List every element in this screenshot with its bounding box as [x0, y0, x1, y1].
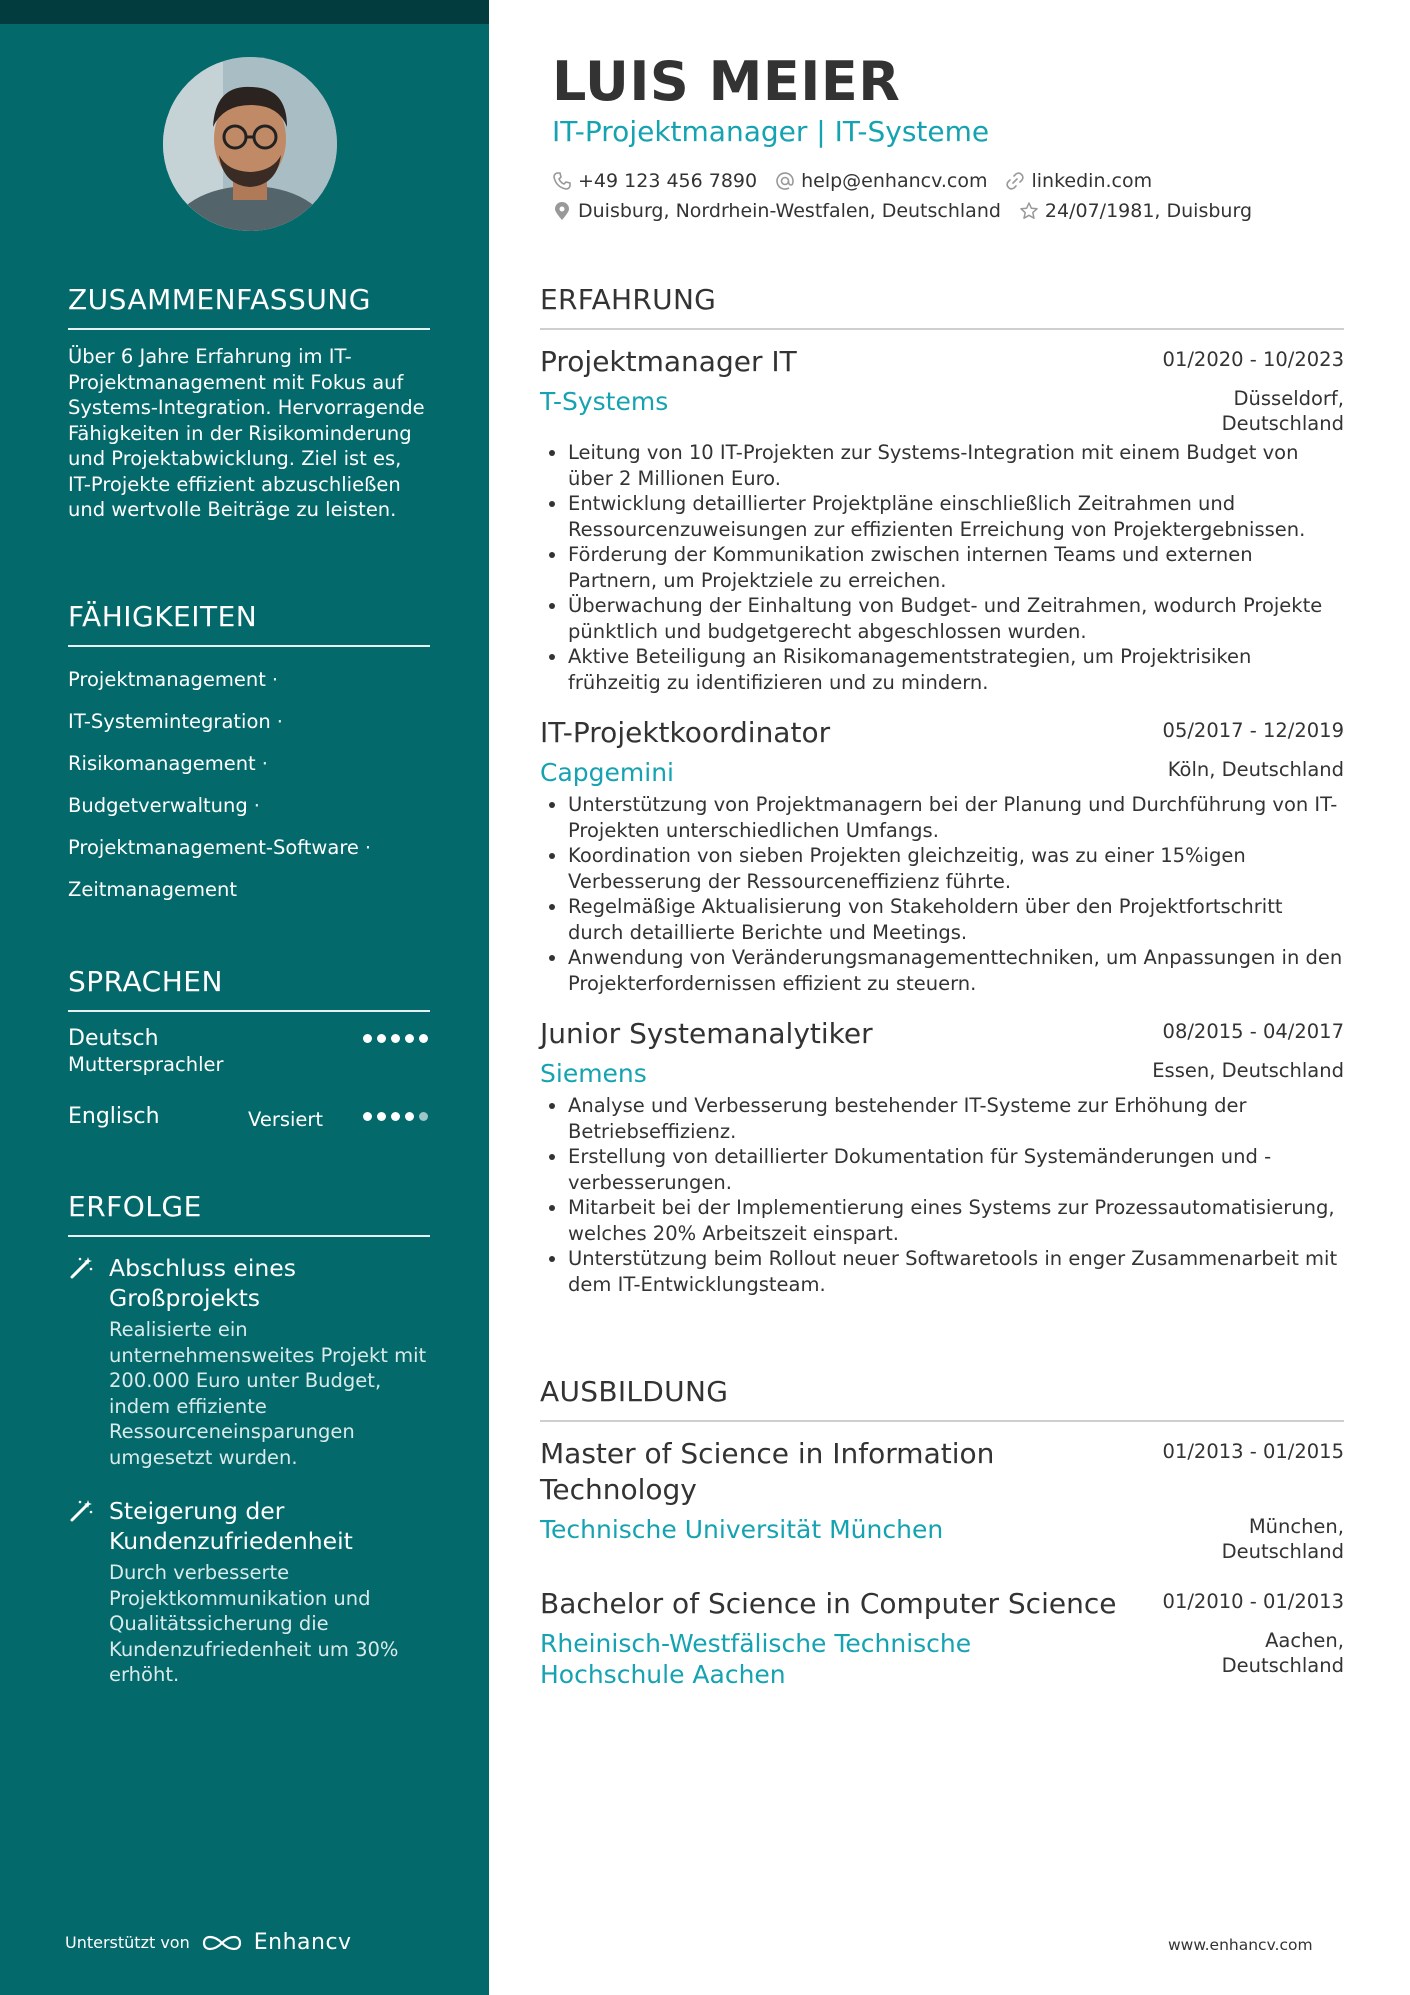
job-dates: 08/2015 - 04/2017: [1162, 1020, 1344, 1043]
rating-dot-empty: [419, 1112, 428, 1121]
job-bullet: • Aktive Beteiligung an Risikomanagementstrategien, um Projektrisiken frühzeitig zu identifizieren und zu mindern.: [568, 644, 1344, 695]
job-title: Junior Systemanalytiker: [540, 1017, 873, 1050]
rating-dot-filled: [377, 1034, 386, 1043]
contact-phone: +49 123 456 7890: [552, 170, 757, 192]
language-item: [68, 1104, 430, 1144]
magic-wand-icon: [68, 1498, 94, 1524]
language-level: Versiert: [248, 1108, 324, 1131]
skill-item: Budgetverwaltung ·: [68, 794, 260, 817]
job-bullets: [540, 1093, 1344, 1297]
job-bullet: • Unterstützung beim Rollout neuer Softwaretools in enger Zusammenarbeit mit dem IT-Entwicklungsteam.: [568, 1246, 1344, 1297]
sidebar: [0, 0, 489, 1995]
rating-dot-filled: [405, 1034, 414, 1043]
rating-dot-filled: [405, 1112, 414, 1121]
sidebar-top-bar: [0, 0, 489, 24]
star-icon: [1019, 201, 1039, 221]
rating-dot-filled: [363, 1112, 372, 1121]
job-title: Projektmanager IT: [540, 345, 797, 378]
link-icon: [1005, 171, 1025, 191]
powered-by: [65, 1930, 352, 1955]
contact-row: [552, 200, 1252, 222]
job-bullet: • Förderung der Kommunikation zwischen internen Teams und externen Partnern, um Projektziele zu erreichen.: [568, 542, 1344, 593]
job-entry: [540, 1016, 1344, 1297]
job-bullet: • Koordination von sieben Projekten gleichzeitig, was zu einer 15%igen Verbesserung der Ressourceneffizienz führte.: [568, 843, 1344, 894]
education-dates: 01/2010 - 01/2013: [1162, 1590, 1344, 1613]
company-name: Capgemini: [540, 758, 674, 787]
contact-location: Duisburg, Nordrhein-Westfalen, Deutschland: [552, 200, 1001, 222]
achievement-title: Steigerung der Kundenzufriedenheit: [109, 1497, 353, 1555]
avatar: [163, 57, 337, 231]
achievement-description: Realisierte ein unternehmensweites Projekt mit 200.000 Euro unter Budget, indem effiziente Ressourceneinsparungen umgesetzt wurden.: [109, 1318, 427, 1469]
job-entry: [540, 715, 1344, 996]
experience-section: [540, 283, 1344, 1297]
language-name: Englisch: [68, 1104, 160, 1129]
achievement-title: Abschluss eines Großprojekts: [109, 1254, 297, 1312]
job-location: Köln, Deutschland: [1167, 758, 1344, 781]
language-item: [68, 1026, 430, 1086]
avatar-image: [163, 57, 337, 231]
contact-row: [552, 170, 1152, 192]
job-bullet: • Leitung von 10 IT-Projekten zur Systems-Integration mit einem Budget von über 2 Millionen Euro.: [568, 440, 1344, 491]
rating-dot-filled: [391, 1112, 400, 1121]
summary-heading: ZUSAMMENFASSUNG: [68, 283, 430, 330]
job-bullet: • Regelmäßige Aktualisierung von Stakeholdern über den Projektfortschritt durch detaillierte Berichte und Meetings.: [568, 894, 1344, 945]
education-entry: [540, 1436, 1344, 1564]
job-bullet: • Überwachung der Einhaltung von Budget- und Zeitrahmen, wodurch Projekte pünktlich und budgetgerecht abgeschlossen wurden.: [568, 593, 1344, 644]
degree-title: Bachelor of Science in Computer Science: [540, 1587, 1117, 1620]
powered-by-label: Unterstützt von: [65, 1933, 190, 1952]
candidate-role: IT-Projektmanager | IT-Systeme: [552, 115, 990, 148]
languages-section: [68, 965, 430, 1144]
education-section: [540, 1375, 1344, 1690]
company-name: T-Systems: [540, 387, 669, 416]
job-location: Essen, Deutschland: [1152, 1059, 1344, 1082]
rating-dot-filled: [391, 1034, 400, 1043]
job-title: IT-Projektkoordinator: [540, 716, 831, 749]
skill-item: IT-Systemintegration ·: [68, 710, 283, 733]
degree-title: Master of Science in Information Technology: [540, 1437, 995, 1506]
footer-url[interactable]: www.enhancv.com: [1168, 1936, 1313, 1954]
contact-email[interactable]: help@enhancv.com: [775, 170, 987, 192]
education-dates: 01/2013 - 01/2015: [1162, 1440, 1344, 1463]
skill-item: Projektmanagement-Software ·: [68, 836, 372, 859]
languages-heading: SPRACHEN: [68, 965, 430, 1012]
rating-dot-filled: [377, 1112, 386, 1121]
summary-text: Über 6 Jahre Erfahrung im IT-Projektmanagement mit Fokus auf Systems-Integration. Hervorragende Fähigkeiten in der Risikominderung und Projektabwicklung. Ziel ist es, IT-Projekte effizient abzuschließen und wertvolle Beiträge zu leisten.: [68, 345, 425, 521]
company-name: Siemens: [540, 1059, 647, 1088]
achievements-section: [68, 1190, 430, 1688]
education-heading: AUSBILDUNG: [540, 1375, 1344, 1422]
job-bullet: • Mitarbeit bei der Implementierung eines Systems zur Prozessautomatisierung, welches 20% Arbeitszeit einspart.: [568, 1195, 1344, 1246]
job-bullet: • Analyse und Verbesserung bestehender IT-Systeme zur Erhöhung der Betriebseffizienz.: [568, 1093, 1344, 1144]
rating-dot-filled: [363, 1034, 372, 1043]
achievements-heading: ERFOLGE: [68, 1190, 430, 1237]
contact-birth: 24/07/1981, Duisburg: [1019, 200, 1252, 222]
enhancv-logo-icon: [200, 1932, 244, 1954]
at-icon: [775, 171, 795, 191]
job-location: Düsseldorf, Deutschland: [1221, 387, 1344, 435]
job-bullet: • Erstellung von detaillierter Dokumentation für Systemänderungen und -verbesserungen.: [568, 1144, 1344, 1195]
language-name: Deutsch: [68, 1026, 159, 1051]
job-bullet: • Entwicklung detaillierter Projektpläne einschließlich Zeitrahmen und Ressourcenzuweisungen zur effizienten Erreichung von Projektergebnissen.: [568, 491, 1344, 542]
skill-list: [68, 659, 430, 911]
school-name: Rheinisch-Westfälische Technische Hochschule Aachen: [540, 1629, 972, 1689]
language-rating: [363, 1034, 428, 1043]
language-rating: [363, 1112, 428, 1121]
location-pin-icon: [552, 201, 572, 221]
school-name: Technische Universität München: [540, 1515, 944, 1544]
job-bullets: [540, 792, 1344, 996]
skills-heading: FÄHIGKEITEN: [68, 600, 430, 647]
achievement-item: [68, 1496, 430, 1688]
achievement-item: [68, 1253, 430, 1470]
job-entry: [540, 344, 1344, 695]
skill-item: Risikomanagement ·: [68, 752, 268, 775]
job-bullets: [540, 440, 1344, 695]
language-level: Muttersprachler: [68, 1053, 224, 1076]
job-bullet: • Unterstützung von Projektmanagern bei der Planung und Durchführung von IT-Projekten unterschiedlichen Umfangs.: [568, 792, 1344, 843]
experience-heading: ERFAHRUNG: [540, 283, 1344, 330]
skill-item: Zeitmanagement: [68, 878, 238, 901]
job-dates: 01/2020 - 10/2023: [1162, 348, 1344, 371]
skill-item: Projektmanagement ·: [68, 668, 279, 691]
education-location: Aachen, Deutschland: [1221, 1629, 1344, 1677]
achievement-description: Durch verbesserte Projektkommunikation und Qualitätssicherung die Kundenzufriedenheit um 30% erhöht.: [109, 1561, 399, 1686]
magic-wand-icon: [68, 1255, 94, 1281]
education-location: München, Deutschland: [1221, 1515, 1344, 1563]
candidate-name: LUIS MEIER: [552, 50, 901, 113]
contact-linkedin[interactable]: linkedin.com: [1005, 170, 1152, 192]
skills-section: [68, 600, 430, 911]
main-content: [540, 0, 1344, 1995]
brand-name: Enhancv: [253, 1930, 352, 1955]
phone-icon: [552, 171, 572, 191]
summary-section: [68, 283, 430, 523]
job-dates: 05/2017 - 12/2019: [1162, 719, 1344, 742]
rating-dot-filled: [419, 1034, 428, 1043]
job-bullet: • Anwendung von Veränderungsmanagementtechniken, um Anpassungen in den Projekterfordernissen effizient zu steuern.: [568, 945, 1344, 996]
education-entry: [540, 1586, 1344, 1690]
